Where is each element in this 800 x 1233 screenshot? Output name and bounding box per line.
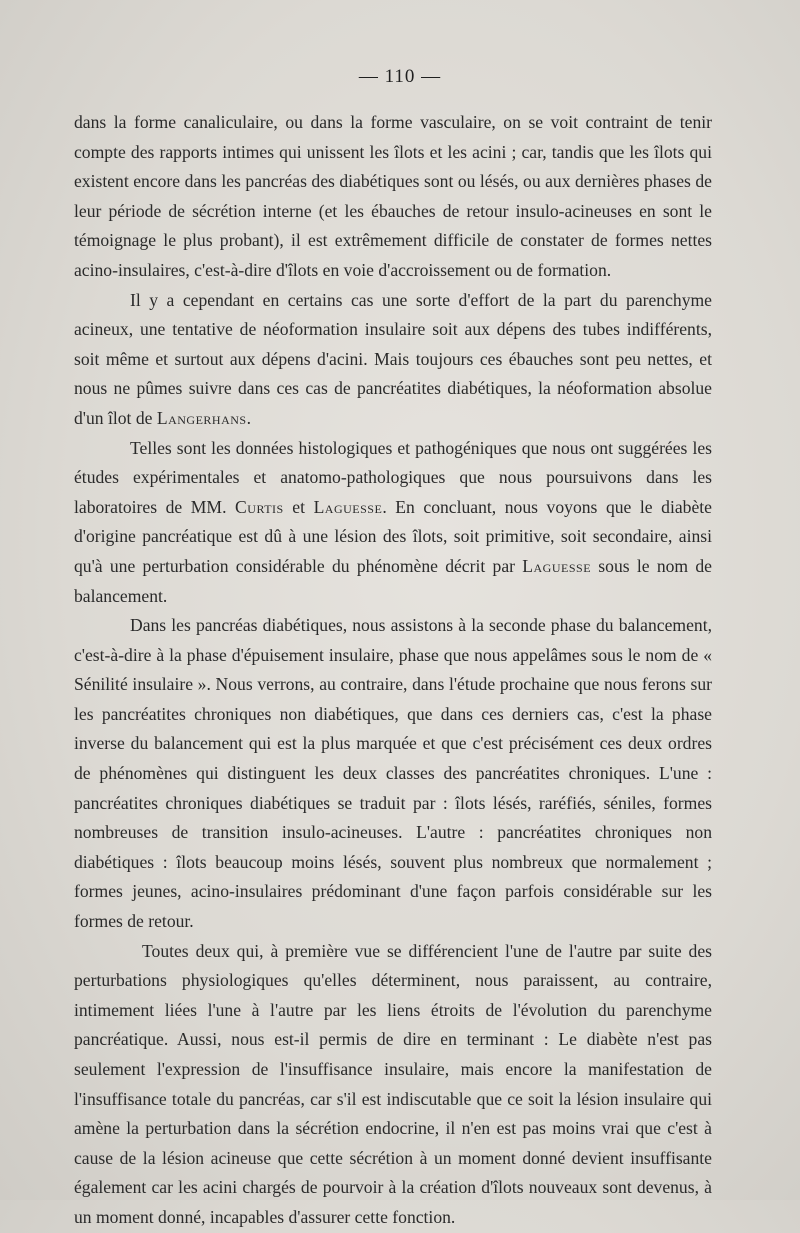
paragraph-text: et xyxy=(283,496,314,517)
paragraph-text: . xyxy=(246,407,251,428)
page-number: — 110 — xyxy=(358,66,442,87)
paragraph-text: . En concluant, nous voyons que le diabète d'origine pancréatique est dû à une lésion des îlots, soit primitive, soit secondaire, ainsi qu'à une perturbation considérable du phénomène décrit par xyxy=(74,496,712,576)
paragraph-diabetic-pancreas: Dans les pancréas diabétiques, nous assistons à la seconde phase du balancement, c'est-à-dire à la phase d'épuisement insulaire, phase que nous appelâmes sous le nom de « Sénilité insulaire ». Nous verrons, au contraire, dans l'étude prochaine que nous ferons sur les pancréatites chroniques non diabétiques, que dans ces derniers cas, c'est la phase inverse du balancement qui est la plus marquée et que c'est précisément ces deux ordres de phénomènes qui distinguent les deux classes des pancréatites chroniques. L'une : pancréatites chroniques diabétiques se traduit par : îlots lésés, raréfiés, séniles, formes nombreuses de transition insulo-acineuses. L'autre : pancréatites chroniques non diabétiques : îlots beaucoup moins lésés, souvent plus nombreux que normalement ; formes jeunes, acino-insulaires prédominant d'une façon parfois considérable sur les formes de retour. xyxy=(74,615,712,932)
author-name-curtis: Curtis xyxy=(235,496,284,517)
paragraph-text: sous le nom de balancement. xyxy=(74,555,712,606)
paragraph-conclusion: Toutes deux qui, à première vue se différencient l'une de l'autre par suite des perturbations physiologiques qu'elles déterminent, nous paraissent, au contraire, intimement liées l'une à l'autre par les liens étroits de l'évolution du parenchyme pancréatique. Aussi, nous est-il permis de dire en terminant : Le diabète n'est pas seulement l'expression de l'insuffisance insulaire, mais encore la manifestation de l'insuffisance totale du pancréas, car s'il est indiscutable que ce soit la lésion insulaire qui amène la perturbation dans la sécrétion endocrine, il n'en est pas moins vrai que c'est à cause de la lésion acineuse que cette sécrétion à un moment donné devient insuffisante également car les acini chargés de pourvoir à la création d'îlots nouveaux sont devenus, à un moment donné, incapables d'assurer cette fonction. xyxy=(74,940,712,1227)
paragraph-continuation: dans la forme canaliculaire, ou dans la forme vasculaire, on se voit contraint de tenir compte des rapports intimes qui unissent les îlots et les acini ; car, tandis que les îlots qui existent encore dans les pancréas des diabétiques sont ou lésés, ou aux dernières phases de leur période de sécrétion interne (et les ébauches de retour insulo-acineuses en sont le témoignage le plus probant), il est extrêmement difficile de constater de formes nettes acino-insulaires, c'est-à-dire d'îlots en voie d'accroissement ou de formation. xyxy=(74,112,712,280)
author-name-laguesse: Laguesse xyxy=(522,555,592,576)
paragraph-text: Telles sont les données histologiques et pathogéniques que nous ont suggérées les études expérimentales et anatomo-pathologiques que nous poursuivons dans les laboratoires de MM. xyxy=(74,437,712,517)
paragraph-parenchyme-effort xyxy=(74,286,712,434)
author-name-laguesse: Laguesse xyxy=(313,496,383,517)
author-name-langerhans: Langerhans xyxy=(156,407,247,428)
body-text xyxy=(74,108,712,1233)
paragraph-text: Il y a cependant en certains cas une sorte d'effort de la part du parenchyme acineux, une tentative de néoformation insulaire soit aux dépens des tubes indifférents, soit même et surtout aux dépens d'acini. Mais toujours ces ébauches sont peu nettes, et nous ne pûmes suivre dans ces cas de pancréatites diabétiques, la néoformation absolue d'un îlot de xyxy=(74,289,712,428)
paragraph-histological-data xyxy=(74,434,712,612)
